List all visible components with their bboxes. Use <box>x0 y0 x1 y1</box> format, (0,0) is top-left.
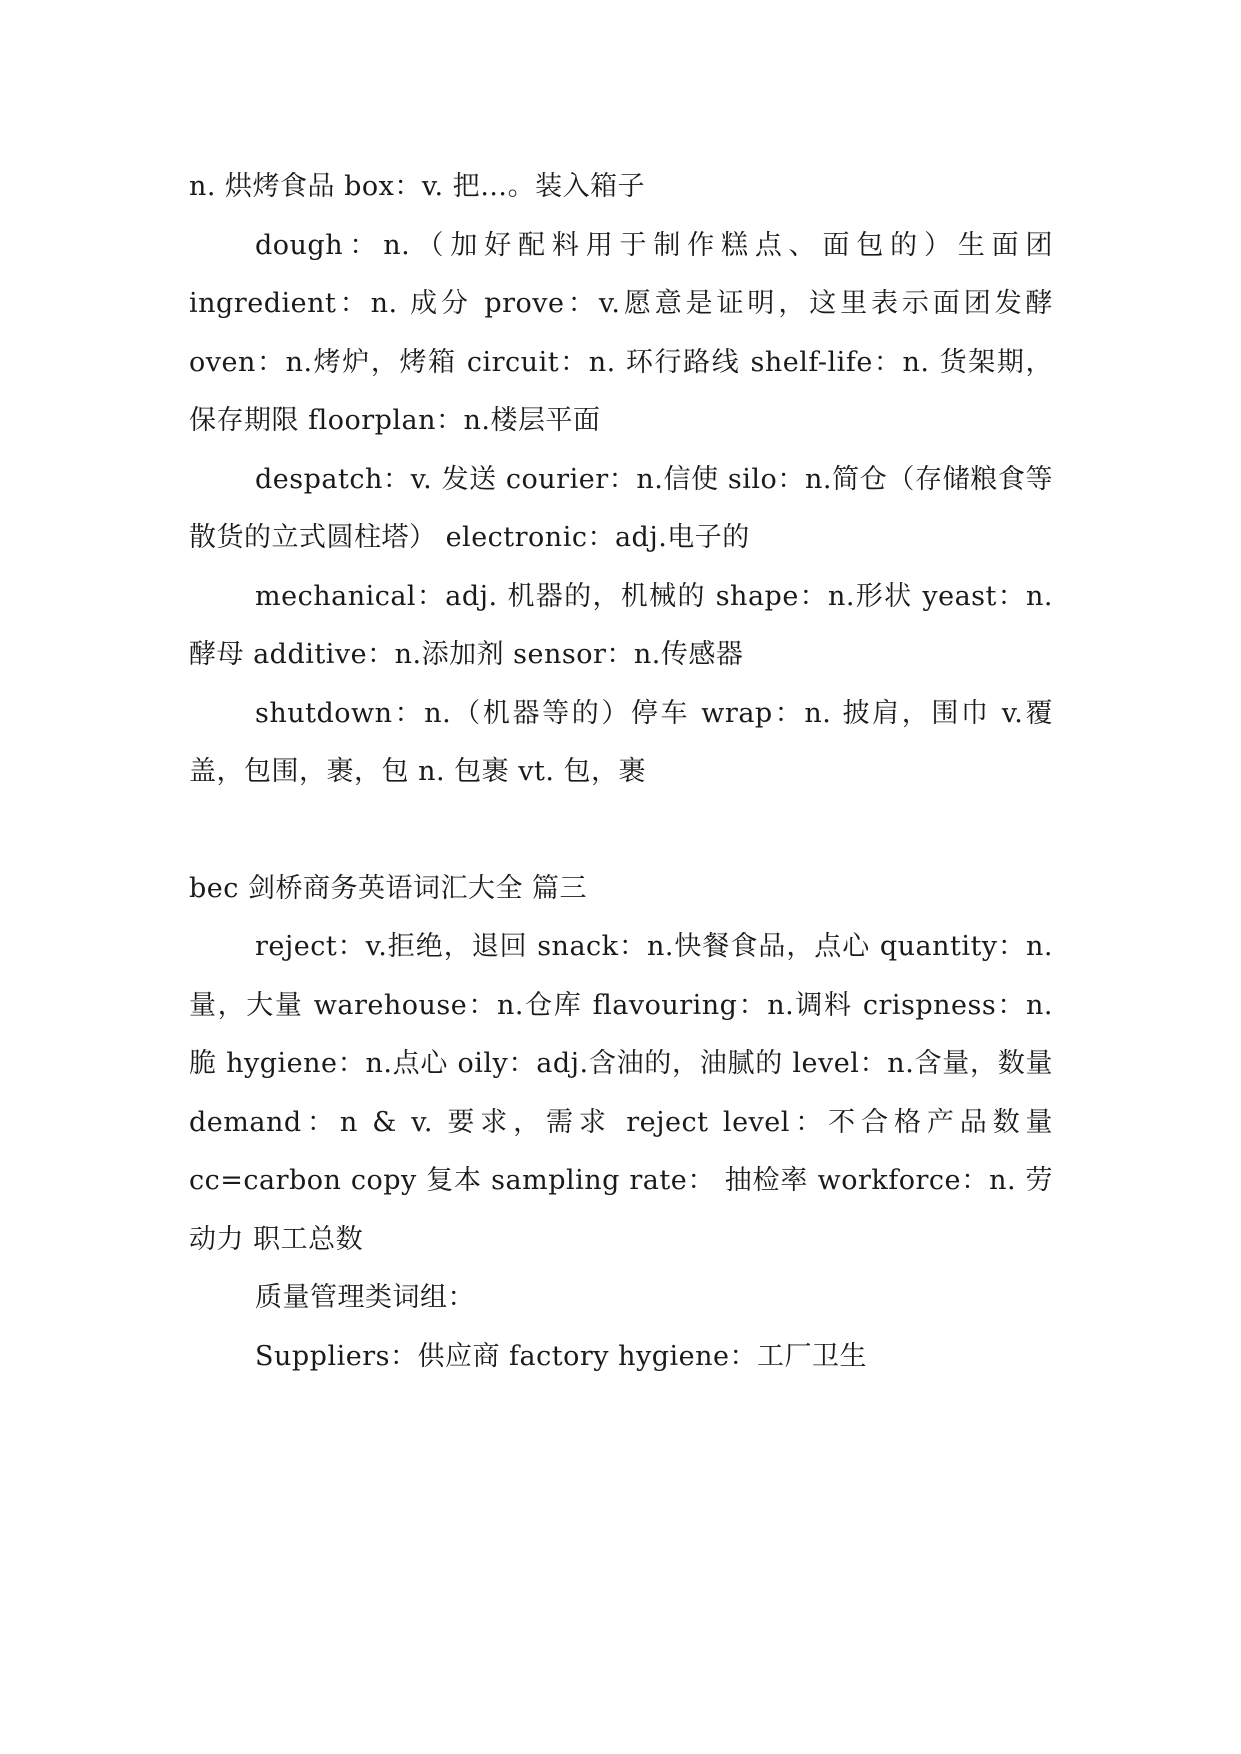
document-page <box>189 158 1053 1386</box>
paragraph-baked-goods: n. 烘烤食品 box：v. 把…。装入箱子 <box>189 171 646 202</box>
paragraph-quality-phrases-heading: 质量管理类词组： <box>255 1282 475 1313</box>
paragraph-dough: dough：n.（加好配料用于制作糕点、面包的）生面团 ingredient：n. 成分 prove：v.愿意是证明，这里表示面团发酵 oven：n.烤炉，烤箱 circuit：n. 环行路线 shelf-life：n. 货架期，保存期限 floorplan：n.楼层平面 <box>189 229 1053 436</box>
paragraph-despatch: despatch：v. 发送 courier：n.信使 silo：n.简仓（存储粮食等散货的立式圆柱塔） electronic：adj.电子的 <box>189 463 1053 553</box>
section-heading: bec 剑桥商务英语词汇大全 篇三 <box>189 872 588 904</box>
section-spacer <box>189 802 1053 860</box>
paragraph-mechanical: mechanical：adj. 机器的，机械的 shape：n.形状 yeast：n. 酵母 additive：n.添加剂 sensor：n.传感器 <box>189 580 1053 670</box>
paragraph-shutdown: shutdown：n.（机器等的）停车 wrap：n. 披肩，围巾 v.覆盖，包围，裹，包 n. 包裹 vt. 包，裹 <box>189 697 1053 787</box>
paragraph-reject: reject：v.拒绝，退回 snack：n.快餐食品，点心 quantity：n.量，大量 warehouse：n.仓库 flavouring：n.调料 crispness：n. 脆 hygiene：n.点心 oily：adj.含油的，油腻的 level：n.含量，数量 demand：n & v. 要求，需求 reject level：不合格产品数量 cc=carbon copy 复本 sampling rate： 抽检率 workforce：n. 劳动力 职工总数 <box>189 931 1053 1255</box>
paragraph-suppliers: Suppliers：供应商 factory hygiene：工厂卫生 <box>255 1340 868 1372</box>
